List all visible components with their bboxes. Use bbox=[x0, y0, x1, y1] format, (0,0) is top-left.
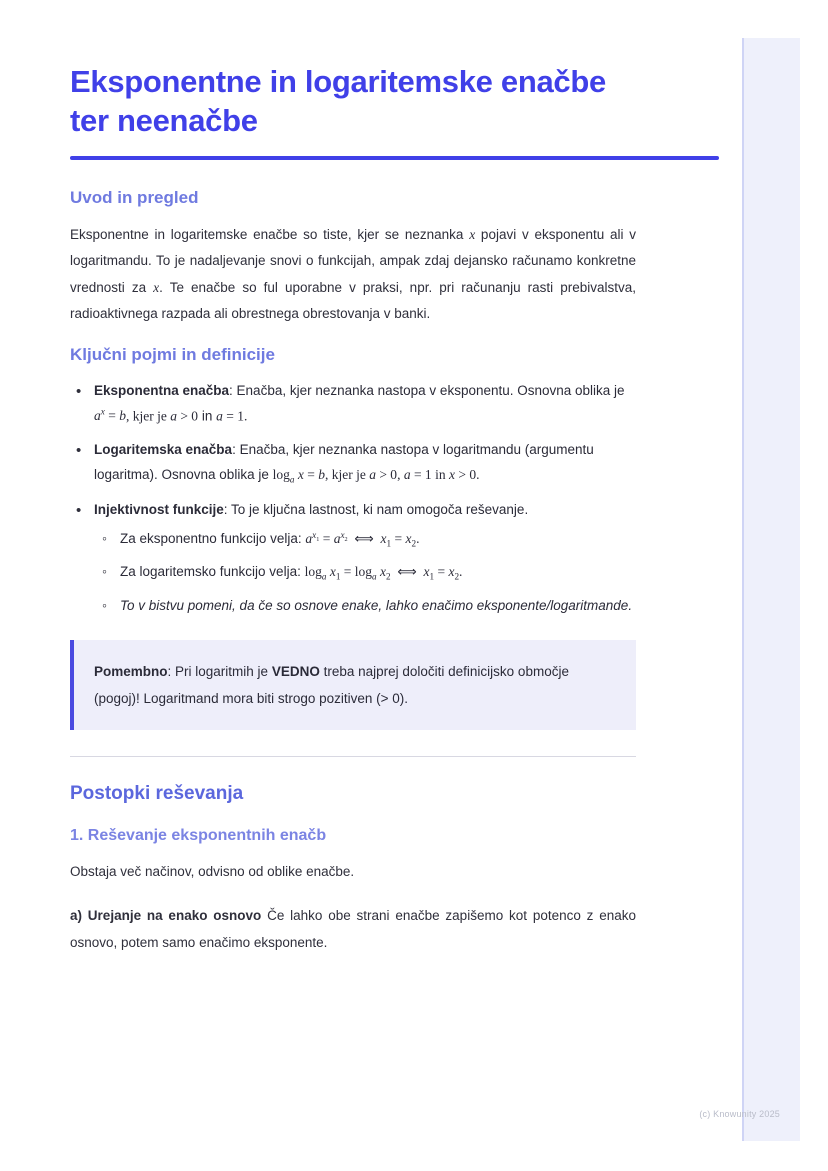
formula-a-x-eq-b: $a^x = b$ bbox=[94, 406, 126, 424]
sub-item-logaritemska bbox=[94, 559, 636, 586]
subsection-heading-exp: 1. Reševanje eksponentnih enačb bbox=[70, 827, 327, 845]
method-a-paragraph bbox=[70, 903, 636, 956]
term-eksponentna-text: : Enačba, kjer neznanka nastopa v eksponentu. Osnovna oblika je bbox=[229, 383, 625, 399]
intro-paragraph bbox=[70, 222, 636, 327]
method-a-label: a) Urejanje na enako osnovo bbox=[70, 908, 262, 924]
injektivnost-sublist bbox=[94, 526, 636, 618]
sub-item-eksponentna bbox=[94, 526, 636, 553]
term-eksponentna-enacba: Eksponentna enačba bbox=[94, 383, 230, 399]
sub-text-logaritemska: Za logaritemsko funkcijo velja: bbox=[120, 564, 305, 580]
term-injektivnost: Injektivnost funkcije bbox=[94, 501, 224, 517]
callout-text-a: : Pri logaritmih je bbox=[167, 664, 272, 680]
sub-item-note: ◦ To v bistvu pomeni, da če so osnove enake, lahko enačimo eksponente/logaritmande. bbox=[94, 593, 636, 619]
term-logaritemska-enacba: Logaritemska enačba bbox=[94, 442, 233, 458]
formula-cond-4: x > 0. bbox=[448, 466, 480, 482]
procedures-paragraph: Obstaja več načinov, odvisno od oblike enačbe. bbox=[70, 864, 355, 880]
page-side-rail bbox=[742, 38, 800, 1141]
title-divider bbox=[70, 156, 719, 160]
formula-cond-3: , kjer je a > 0, a = 1 in bbox=[324, 466, 449, 482]
concepts-list bbox=[70, 379, 636, 618]
intro-var-x-1: x bbox=[469, 227, 476, 243]
section-heading-intro: Uvod in pregled bbox=[70, 188, 199, 208]
section-heading-procedures: Postopki reševanja bbox=[70, 783, 244, 805]
callout-text-b: treba najprej določiti definicijsko območje (pogoj)! Logaritmand mora biti strogo pozitiven (> 0). bbox=[94, 664, 569, 707]
formula-cond-1: , kjer je a > 0 bbox=[125, 408, 199, 424]
term-injektivnost-text: : To je ključna lastnost, ki nam omogoča reševanje. bbox=[223, 501, 529, 517]
formula-inj-exp: $a^{x_1} = a^{x_2}$ ⟺ $x_1 = x_2$. bbox=[305, 529, 420, 549]
list-item-injektivnost bbox=[70, 498, 636, 618]
intro-text-b: pojavi v eksponentu ali v logaritmandu. To je nadaljevanje snovi o funkcijah, ampak zdaj dejansko računamo konkretne vrednosti za bbox=[70, 227, 636, 295]
callout-label: Pomembno bbox=[94, 664, 168, 680]
formula-cond-2: a = 1. bbox=[216, 408, 248, 424]
intro-text-a: Eksponentne in logaritemske enačbe so tiste, kjer se neznanka bbox=[70, 227, 470, 243]
list-item-eksponentna-enacba bbox=[70, 379, 636, 428]
text-in-1: in bbox=[198, 408, 217, 424]
formula-inj-log: $\log_a x_1 = \log_a x_2$ ⟺ $x_1 = x_2$. bbox=[304, 564, 463, 583]
document-content bbox=[70, 62, 636, 974]
section-divider bbox=[70, 756, 636, 757]
watermark: (c) Knowunity 2025 bbox=[699, 1109, 780, 1119]
formula-log-a-x-eq-b: $\log_a x = b$ bbox=[272, 466, 325, 485]
intro-var-x-2: x bbox=[153, 279, 160, 295]
page-title: Eksponentne in logaritemske enačbe ter neenačbe bbox=[70, 64, 606, 139]
callout-emphasis: VEDNO bbox=[271, 664, 320, 680]
sub-text-eksponentna: Za eksponentno funkcijo velja: bbox=[120, 531, 306, 547]
section-heading-concepts: Ključni pojmi in definicije bbox=[70, 345, 275, 365]
callout-pomembno bbox=[70, 640, 636, 730]
method-a-text: Če lahko obe strani enačbe zapišemo kot potenco z enako osnovo, potem samo enačimo eksponente. bbox=[70, 908, 636, 950]
term-logaritemska-text: : Enačba, kjer neznanka nastopa v logaritmandu (argumentu logaritma). Osnovna oblika je bbox=[94, 442, 594, 482]
list-item-logaritemska-enacba bbox=[70, 438, 636, 488]
intro-text-c: . Te enačbe so ful uporabne v praksi, npr. pri računanju rasti prebivalstva, radioaktivnega razpada ali obrestnega obrestovanja v banki. bbox=[70, 279, 636, 322]
